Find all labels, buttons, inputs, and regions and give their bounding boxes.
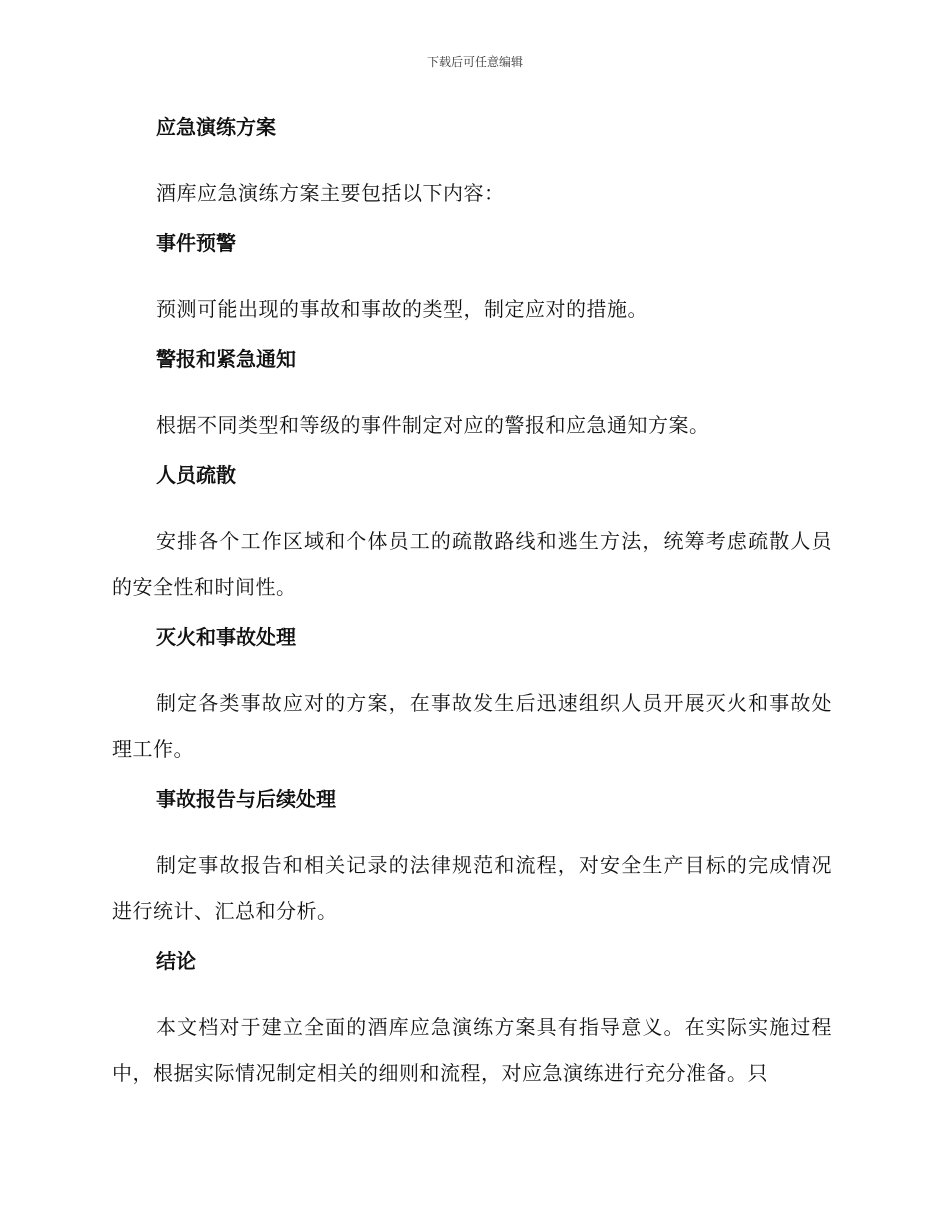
page-header: 下载后可任意编辑 — [426, 55, 523, 69]
section-heading-event-warning: 事件预警 — [156, 231, 236, 255]
section-heading-firefighting: 灭火和事故处理 — [156, 625, 296, 649]
section-heading-alarm-notification: 警报和紧急通知 — [156, 347, 296, 371]
section-heading-conclusion: 结论 — [156, 949, 196, 973]
section-heading-evacuation: 人员疏散 — [156, 463, 236, 487]
section-body-firefighting: 制定各类事故应对的方案，在事故发生后迅速组织人员开展灭火和事故处理工作。 — [112, 691, 832, 761]
section-heading-incident-report: 事故报告与后续处理 — [156, 787, 336, 811]
section-body-conclusion: 本文档对于建立全面的酒库应急演练方案具有指导意义。在实际实施过程中，根据实际情况制定相关的细则和流程，对应急演练进行充分准备。只 — [112, 1015, 832, 1085]
document-body — [112, 112, 832, 1108]
section-body-alarm-notification: 根据不同类型和等级的事件制定对应的警报和应急通知方案。 — [156, 413, 710, 437]
section-body-event-warning: 预测可能出现的事故和事故的类型，制定应对的措施。 — [156, 297, 648, 321]
section-body-evacuation: 安排各个工作区域和个体员工的疏散路线和逃生方法，统筹考虑疏散人员的安全性和时间性。 — [112, 529, 832, 599]
intro-paragraph: 酒库应急演练方案主要包括以下内容： — [156, 181, 505, 205]
section-body-incident-report: 制定事故报告和相关记录的法律规范和流程，对安全生产目标的完成情况进行统计、汇总和分析。 — [112, 853, 832, 923]
document-title: 应急演练方案 — [156, 115, 276, 139]
